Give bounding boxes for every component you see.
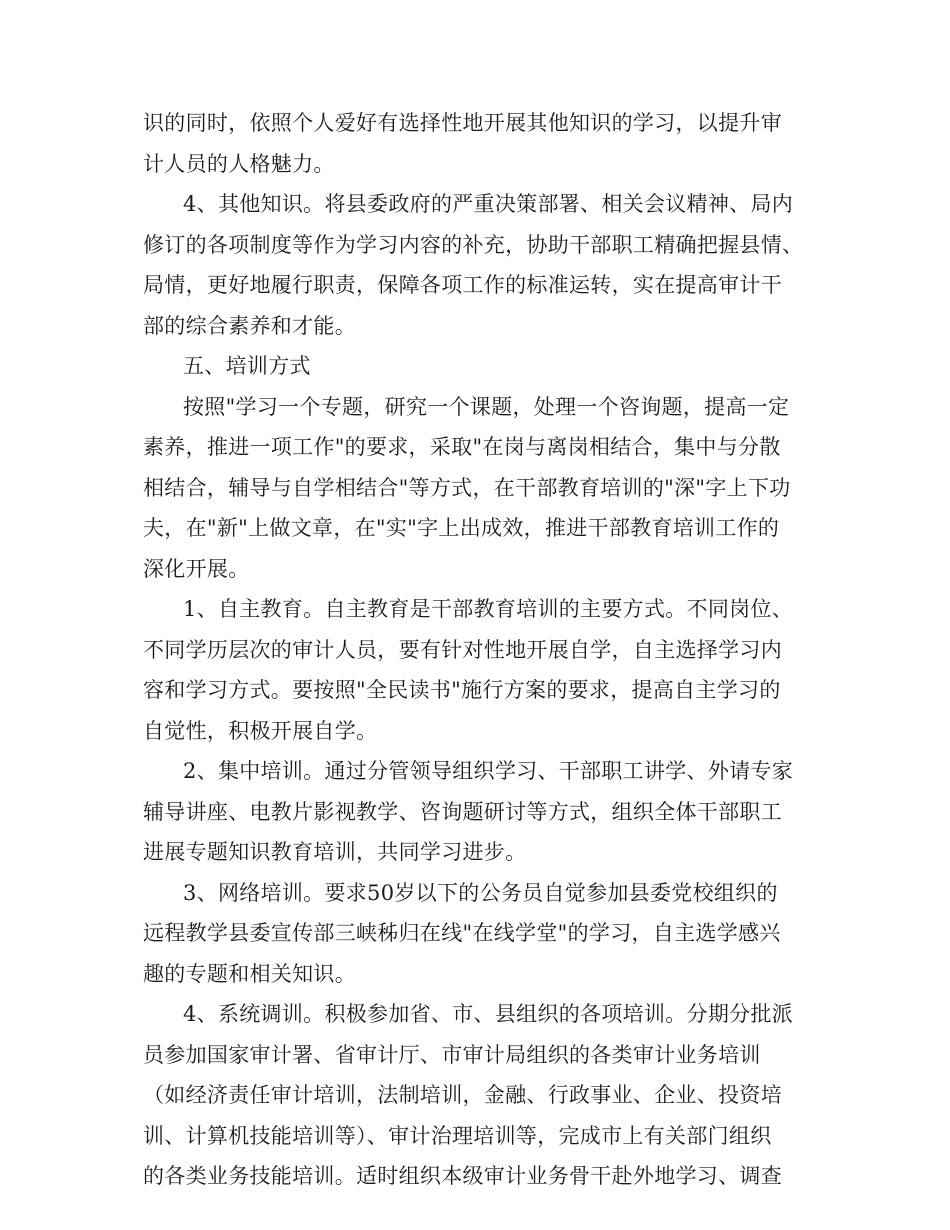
text-line: 部的综合素养和才能。 [143, 313, 356, 338]
document-body [143, 103, 823, 1197]
text-line: 修订的各项制度等作为学习内容的补充，协助干部职工精确把握县情、 [143, 232, 804, 257]
text-line: 夫，在"新"上做文章，在"实"字上出成效，推进干部教育培训工作的 [143, 516, 780, 540]
text-line: 4、其他知识。将县委政府的严重决策部署、相关会议精神、局内 [183, 192, 794, 216]
text-line: 辅导讲座、电教片影视教学、咨询题研讨等方式，组织全体干部职工 [143, 799, 782, 824]
text-line: 相结合，辅导与自学相结合"等方式，在干部教育培训的"深"字上下功 [143, 475, 791, 500]
text-line: 不同学历层次的审计人员，要有针对性地开展自学，自主选择学习内 [143, 637, 782, 662]
text-line: 3、网络培训。要求50岁以下的公务员自觉参加县委党校组织的 [183, 880, 778, 905]
text-line: 2、集中培训。通过分管领导组织学习、干部职工讲学、外请专家 [183, 759, 794, 783]
text-line: 按照"学习一个专题，研究一个课题，处理一个咨询题，提高一定 [183, 394, 790, 419]
text-line: 的各类业务技能培训。适时组织本级审计业务骨干赴外地学习、调查 [143, 1164, 782, 1188]
text-line: 容和学习方式。要按照"全民读书"施行方案的要求，提高自主学习的 [143, 678, 781, 702]
text-line: 计人员的人格魅力。 [143, 151, 335, 176]
text-line: 深化开展。 [143, 556, 250, 581]
text-line: 进展专题知识教育培训，共同学习进步。 [143, 840, 527, 864]
text-line: 趣的专题和相关知识。 [143, 961, 356, 986]
text-line: 远程教学县委宣传部三峡秭归在线"在线学堂"的学习，自主选学感兴 [143, 921, 781, 945]
text-line: 自觉性，积极开展自学。 [143, 718, 378, 743]
text-line: 素养，推进一项工作"的要求，采取"在岗与离岗相结合，集中与分散 [143, 435, 781, 459]
text-line: （如经济责任审计培训，法制培训，金融、行政事业、企业、投资培 [143, 1083, 782, 1107]
section-heading: 五、培训方式 [183, 354, 311, 378]
text-line: 员参加国家审计署、省审计厅、市审计局组织的各类审计业务培训 [143, 1042, 761, 1067]
text-line: 局情，更好地履行职责，保障各项工作的标准运转，实在提高审计干 [143, 273, 782, 297]
text-line: 4、系统调训。积极参加省、市、县组织的各项培训。分期分批派 [183, 1002, 794, 1026]
text-line: 训、计算机技能培训等）、审计治理培训等，完成市上有关部门组织 [143, 1123, 772, 1148]
text-line: 1、自主教育。自主教育是干部教育培训的主要方式。不同岗位、 [183, 597, 794, 621]
text-line: 识的同时，依照个人爱好有选择性地开展其他知识的学习，以提升审 [143, 111, 782, 135]
